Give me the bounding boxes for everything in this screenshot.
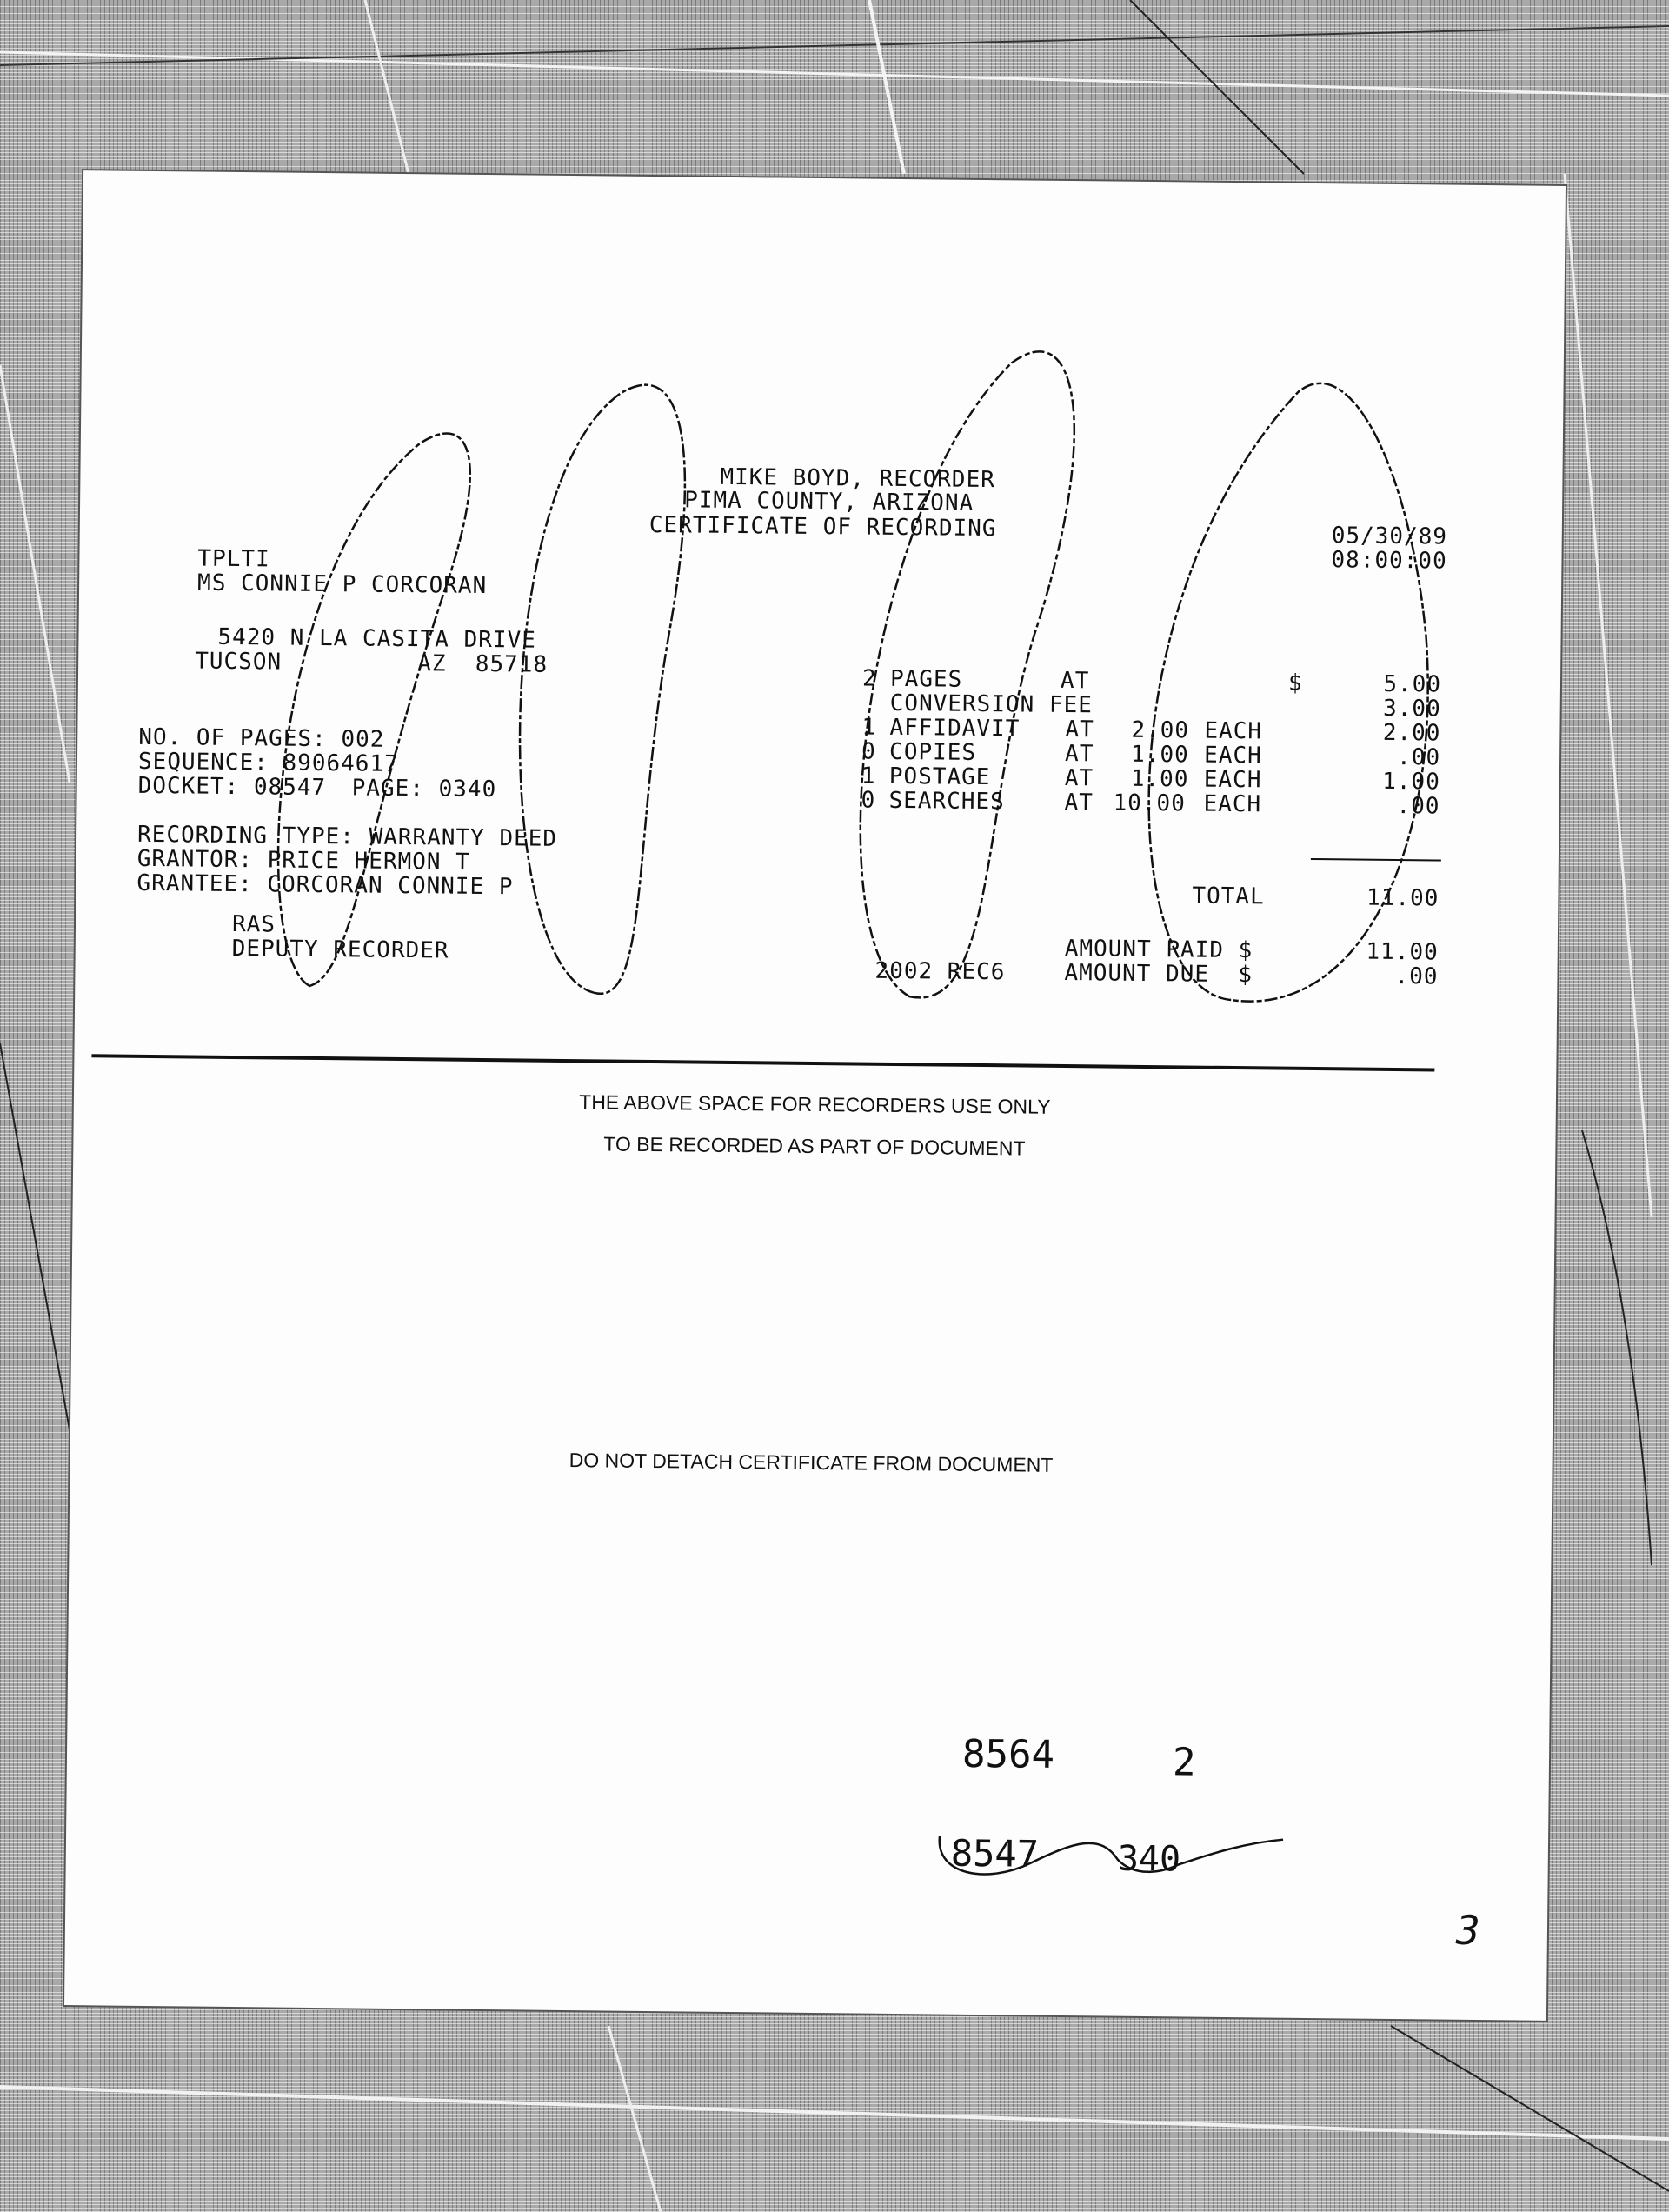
number-of-pages: NO. OF PAGES: 002	[138, 723, 385, 753]
page-number: PAGE: 0340	[351, 775, 497, 803]
amount-due: .00	[1394, 963, 1439, 990]
fee-rate: 1.00	[1130, 765, 1189, 793]
recording-time: 08:00:00	[1331, 547, 1447, 575]
fee-item: COPIES	[888, 738, 977, 766]
total-amount: 11.00	[1366, 884, 1440, 912]
fee-at: AT	[1060, 667, 1090, 695]
addressee-city: TUCSON	[195, 648, 283, 676]
grantee: GRANTEE: CORCORAN CONNIE P	[136, 869, 514, 901]
handwritten-reference-count: 2	[1172, 1740, 1196, 1785]
fee-qty: 1	[861, 763, 876, 790]
fee-qty: 0	[861, 787, 876, 814]
fee-item: AFFIDAVIT	[889, 714, 1021, 743]
fee-each: EACH	[1204, 717, 1263, 745]
addressee-code: TPLTI	[197, 545, 270, 573]
fee-item: POSTAGE	[888, 763, 991, 791]
pen-loop-marks	[64, 170, 1566, 2021]
total-label: TOTAL	[1192, 883, 1265, 910]
deputy-title: DEPUTY RECORDER	[231, 935, 449, 964]
fee-qty: 1	[861, 714, 877, 741]
handwritten-reference: 8564	[961, 1731, 1055, 1777]
dollar-sign: $	[1287, 670, 1303, 696]
recorder-use-notice: THE ABOVE SPACE FOR RECORDERS USE ONLY	[579, 1090, 1051, 1118]
sequence-number: SEQUENCE: 89064617	[137, 748, 399, 777]
fee-at: AT	[1064, 764, 1094, 792]
fee-amount: 2.00	[1382, 719, 1441, 747]
record-as-part-notice: TO BE RECORDED AS PART OF DOCUMENT	[603, 1132, 1026, 1160]
fee-rate: 1.00	[1130, 741, 1189, 769]
fee-qty: 0	[861, 738, 876, 765]
grantor: GRANTOR: PRICE HERMON T	[136, 845, 470, 876]
fee-item: PAGES	[889, 665, 963, 693]
deputy-initials: RAS	[231, 910, 276, 938]
recording-type: RECORDING TYPE: WARRANTY DEED	[136, 821, 558, 852]
fee-at: AT	[1064, 789, 1094, 816]
addressee-street: 5420 N LA CASITA DRIVE	[217, 623, 536, 654]
addressee-name: MS CONNIE P CORCORAN	[196, 570, 488, 600]
fee-item: CONVERSION FEE	[889, 690, 1094, 719]
do-not-detach-notice: DO NOT DETACH CERTIFICATE FROM DOCUMENT	[569, 1449, 1054, 1476]
handwritten-corner-number: 3	[1455, 1906, 1480, 1955]
fee-amount: 1.00	[1382, 768, 1440, 796]
county-name: PIMA COUNTY, ARIZONA	[684, 487, 974, 516]
recorder-name: MIKE BOYD, RECORDER	[720, 463, 996, 494]
fee-amount: 3.00	[1382, 695, 1441, 723]
fee-rate: 10.00	[1113, 790, 1186, 817]
register-code: 2002 REC6	[874, 957, 1006, 986]
fee-amount: .00	[1396, 792, 1440, 820]
fee-qty: 2	[861, 665, 877, 692]
docket-number: DOCKET: 08547	[137, 772, 327, 802]
amount-paid-label: AMOUNT PAID $	[1064, 936, 1253, 964]
fee-amount: 5.00	[1383, 670, 1442, 698]
certificate-title: CERTIFICATE OF RECORDING	[648, 511, 997, 543]
fee-at: AT	[1064, 740, 1094, 768]
fee-each: EACH	[1203, 790, 1262, 818]
recording-date: 05/30/89	[1331, 523, 1448, 550]
addressee-state-zip: AZ 85718	[417, 650, 549, 678]
handwritten-docket: 8547	[950, 1831, 1040, 1876]
fee-each: EACH	[1203, 766, 1262, 794]
amount-paid: 11.00	[1366, 938, 1439, 966]
fee-at: AT	[1065, 716, 1094, 743]
fee-item: SEARCHES	[888, 787, 1005, 816]
fee-amount: .00	[1396, 743, 1441, 771]
amount-due-label: AMOUNT DUE $	[1064, 959, 1253, 989]
fee-rate: 2.00	[1131, 716, 1190, 744]
handwritten-page: 340	[1117, 1838, 1181, 1880]
certificate-sheet	[64, 170, 1566, 2021]
fee-each: EACH	[1203, 742, 1262, 770]
